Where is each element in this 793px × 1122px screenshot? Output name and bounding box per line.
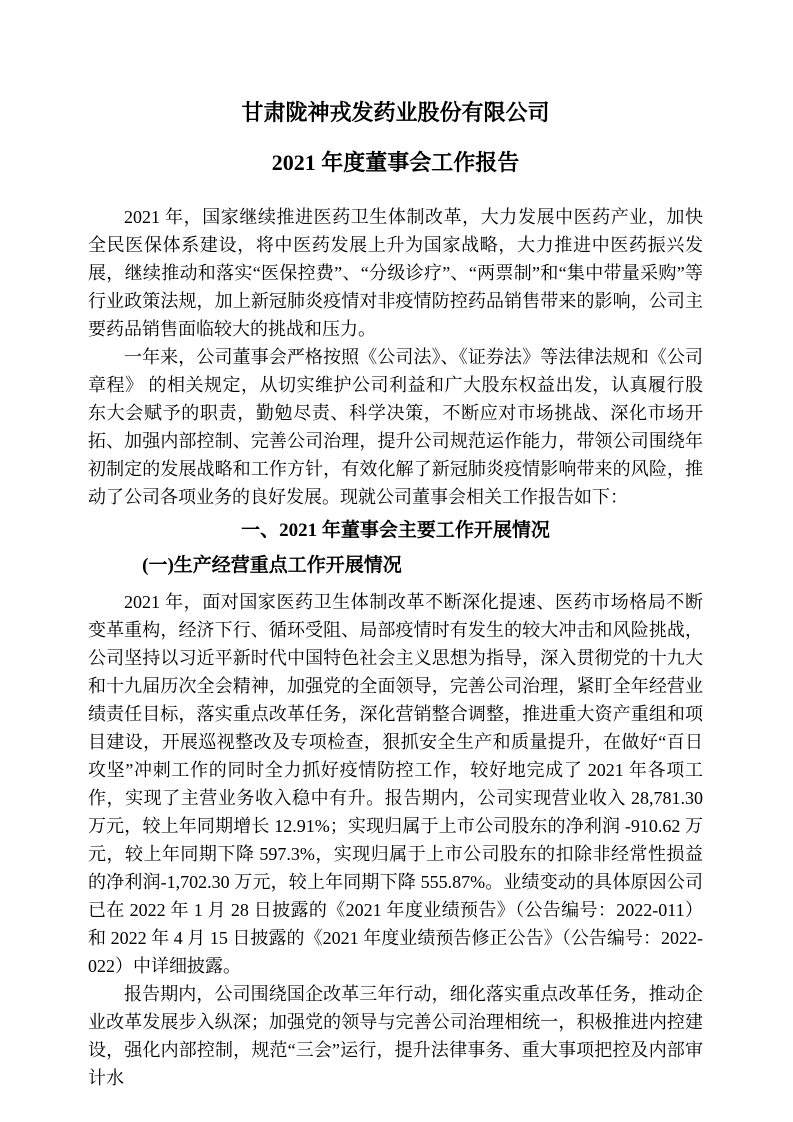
section-1-heading: 一、2021 年董事会主要工作开展情况 <box>241 520 550 541</box>
subsection-1-heading: (一)生产经营重点工作开展情况 <box>142 555 402 576</box>
intro-paragraph-1: 2021 年，国家继续推进医药卫生体制改革，大力发展中医药产业，加快全民医保体系建设，将中医药发展上升为国家战略，大力推进中医药振兴发展，继续推动和落实“医保控费”、“分级诊疗”、“两票制”和“集中带量采购”等行业政策法规，加上新冠肺炎疫情对非疫情防控药品销售带来的影响，公司主要药品销售面临较大的挑战和压力。 <box>88 207 703 339</box>
subsection-1-paragraph-2: 报告期内，公司围绕国企改革三年行动，细化落实重点改革任务，推动企业改革发展步入纵深；加强党的领导与完善公司治理相统一，积极推进内控建设，强化内部控制，规范“三会”运行，提升法律事务、重大事项把控及内部审计水 <box>88 984 703 1088</box>
subsection-1-paragraph-1: 2021 年，面对国家医药卫生体制改革不断深化提速、医药市场格局不断变革重构，经济下行、循环受阻、局部疫情时有发生的较大冲击和风险挑战，公司坚持以习近平新时代中国特色社会主义思想为指导，深入贯彻党的十九大和十九届历次全会精神，加强党的全面领导，完善公司治理，紧盯全年经营业绩责任目标，落实重点改革任务，深化营销整合调整，推进重大资产重组和项目建设，开展巡视整改及专项检查，狠抓安全生产和质量提升，在做好“百日攻坚”冲刺工作的同时全力抓好疫情防控工作，较好地完成了 2021 年各项工作，实现了主营业务收入稳中有升。报告期内，公司实现营业收入 28,781.30 万元，较上年同期增长 12.91%；实现归属于上市公司股东的净利润 -910.62 万元，较上年同期下降 597.3%，实现归属于上市公司股东的扣除非经常性损益的净利润-1,702.30 万元，较上年同期下降 555.87%。业绩变动的具体原因公司已在 2022 年 1 月 28 日披露的《2021 年度业绩预告》（公告编号：2022-011）和 2022 年 4 月 15 日披露的《2021 年度业绩预告修正公告》（公告编号：2022-022）中详细披露。 <box>88 592 703 976</box>
intro-paragraph-2: 一年来，公司董事会严格按照《公司法》、《证券法》等法律法规和《公司章程》 的相关规定，从切实维护公司利益和广大股东权益出发，认真履行股东大会赋予的职责，勤勉尽责、科学决策，不断应对市场挑战、深化市场开拓、加强内部控制、完善公司治理，提升公司规范运作能力，带领公司围绕年初制定的发展战略和工作方针，有效化解了新冠肺炎疫情影响带来的风险，推动了公司各项业务的良好发展。现就公司董事会相关工作报告如下： <box>88 347 703 507</box>
document-subtitle: 2021 年度董事会工作报告 <box>271 150 520 175</box>
document-title: 甘肃陇神戎发药业股份有限公司 <box>241 100 550 125</box>
document-content <box>88 0 703 1092</box>
